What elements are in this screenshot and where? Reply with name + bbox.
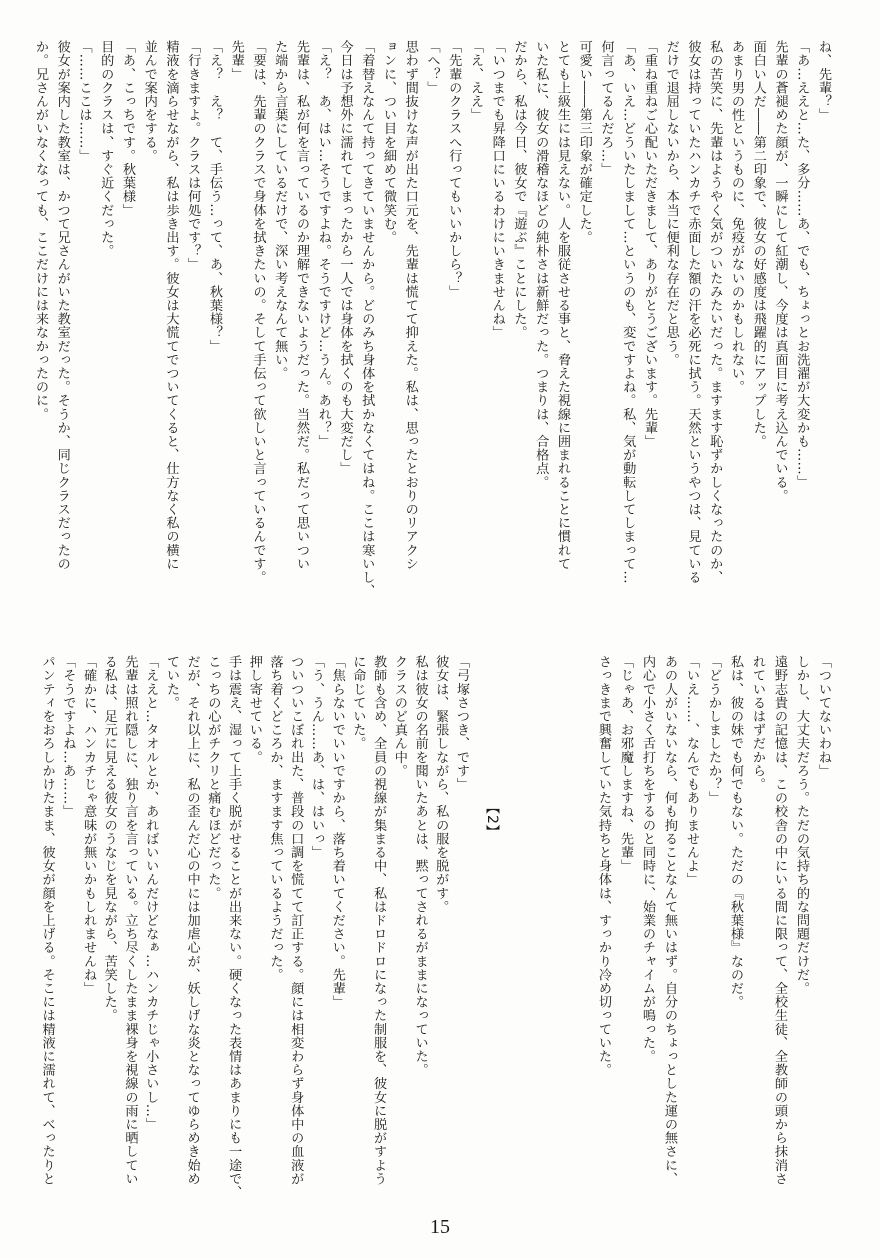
text-line: 思わず間抜けな声が出た口元を、先輩は慌てて抑えた。私は、思ったとおりのリアクシ: [402, 40, 418, 571]
bottom-right-text-block: [502, 655, 832, 1200]
text-line: 私は彼女の名前を聞いたあとは、黙ってされるがままになっていた。: [412, 655, 428, 1077]
text-line: だけで退屈しないから、本当に便利な存在だと思う。: [663, 40, 679, 367]
text-line: 「先輩のクラスへ行ってもいいかしら？」: [446, 40, 462, 299]
text-line: 私の苦笑に、先輩はようやく気がついたみたいだった。ますます恥ずかしくなったのか、: [707, 40, 723, 584]
text-line: 「どうかしましたか？」: [706, 655, 721, 805]
text-line: 今日は予想外に濡れてしまったから一人では身体を拭くのも大変だし」: [337, 40, 353, 476]
text-line: 「行きますよ。クラスは何処です？」: [185, 40, 201, 272]
text-line: 先輩は照れ隠しに、独り言を言っている。立ち尽くしたまま裸身を視線の雨に晒してい: [122, 655, 138, 1186]
text-line: 面白い人だ――第二印象で、彼女の好感度は飛躍的にアップした。: [750, 40, 766, 448]
text-line: パンティをおろしかけたまま、彼女が顔を上げる。そこには精液に濡れて、べったりと: [39, 655, 55, 1186]
text-line: 先輩は、私が何を言っているのか理解できないようだった。当然だ。私だって思いつい: [294, 40, 309, 571]
text-line: 「要は、先輩のクラスで身体を拭きたいの。そして手伝って欲しいと言っているんです。: [250, 40, 266, 584]
text-line: ていた。: [164, 655, 179, 710]
text-line: 「弓塚さつき、です」: [454, 655, 469, 791]
text-line: た端から言葉にしているだけで、深い考えなんて無い。: [272, 40, 288, 380]
text-line: いた私に、彼女の滑稽なほどの純朴さは新鮮だった。つまりは、合格点。: [533, 40, 549, 489]
text-line: 彼女は持っていたハンカチで赤面した額の汗を必死に拭う。天然というやつは、見ている: [685, 40, 701, 584]
text-line: クラスのど真ん中。: [392, 655, 407, 778]
text-line: 「……ここは……」: [76, 40, 92, 163]
text-line: 「え、ええ」: [468, 40, 483, 122]
text-line: さっきまで興奮していた気持ちと身体は、すっかり冷め切っていた。: [596, 655, 611, 1077]
text-line: 「う、うん……あ、は、はいっ」: [309, 655, 324, 859]
text-line: 「あ、いえ…どういたしまして…というのも、変ですよね。私、気が動転してしまって…: [620, 40, 636, 584]
text-line: 「確かに、ハンカチじゃ意味が無いかもしれませんね」: [81, 655, 97, 995]
page-number: 15: [430, 1216, 450, 1238]
text-line: ついついこぼれ出た、普段の口調を慌てて訂正する。顔には相変わらず身体中の血液が: [288, 655, 304, 1186]
text-line: か。兄さんがいなくなっても、ここだけには来なかったのに。: [33, 40, 48, 421]
text-line: ね、先輩？」: [816, 40, 831, 122]
text-line: 「じゃあ、お邪魔しますね、先輩」: [618, 655, 633, 873]
text-line: 遠野志貴の記憶は、この校舎の中にいる間に限って、全校生徒、全教師の頭から抹消さ: [772, 655, 787, 1186]
text-line: だから、私は今日、彼女で『遊ぶ』ことにした。: [511, 40, 527, 340]
text-line: 「へ？」: [424, 40, 440, 95]
top-text-block: [32, 40, 832, 630]
text-line: 先輩」: [228, 40, 244, 81]
text-line: 「え？ あ、はい…そうですよね。そうですけど…うん。あれ？」: [315, 40, 331, 448]
text-line: 目的のクラスは、すぐ近くだった。: [98, 40, 114, 258]
text-line: ョンに、つい目を細めて微笑む。: [381, 40, 396, 244]
text-line: 私は、彼の妹でも何でもない。ただの『秋葉様』なのだ。: [728, 655, 743, 1009]
text-line: れているはずだから。: [750, 655, 765, 791]
text-line: とても上級生には見えない。人を服従させる事と、脅えた視線に囲まれることに慣れて: [555, 40, 570, 571]
text-line: だが、それ以上に、私の歪んだ心の中には加虐心が、妖しげな炎となってゆらめき始め: [184, 655, 200, 1186]
text-line: 並んで案内をする。: [141, 40, 157, 163]
text-line: 「ええと…タオルとか、あればいいんだけどなぁ…ハンカチじゃ小さいし…」: [143, 655, 159, 1131]
text-line: 何言ってるんだろ…」: [598, 40, 614, 176]
text-line: 可愛い――第三印象が確定した。: [576, 40, 592, 244]
text-line: こっちの心がチクリと痛むほどだった。: [205, 655, 221, 900]
text-line: あの人がいないなら、何も拘ることなんて無いはず。自分のちょっとした運の無さに、: [662, 655, 677, 1186]
text-line: 「あ、こっちです。秋葉様」: [120, 40, 135, 217]
text-line: 押し寄せている。: [247, 655, 262, 764]
text-line: 手は震え、湿って上手く脱がせることが出来ない。硬くなった表情はあまりにも一途で、: [226, 655, 242, 1199]
text-line: 精液を滴らせながら、私は歩き出す。彼女は大慌てでついてくると、仕方なく私の横に: [163, 40, 179, 571]
text-line: に命じていた。: [350, 655, 366, 751]
text-line: 先輩の蒼褪めた顔が、一瞬にして紅潮し、今度は真面目に考え込んでいる。: [772, 40, 788, 503]
text-line: 彼女が案内した教室は、かつて兄さんがいた教室だった。そうか、同じクラスだったの: [54, 40, 70, 571]
text-line: 「着替えなんて持ってきていませんから。どのみち身体を拭かなくてはね。ここは寒いし、: [359, 40, 375, 598]
text-line: 「いつまでも昇降口にいるわけにいきませんね」: [489, 40, 505, 340]
text-line: 「いえ……、なんでもありませんよ」: [684, 655, 699, 887]
text-line: 「え？ え？ て、手伝う…って、あ、秋葉様？」: [207, 40, 222, 353]
bottom-left-text-block: [40, 655, 470, 1215]
text-line: 彼女は、緊張しながら、私の服を脱がす。: [433, 655, 449, 914]
section-heading: 【2】: [484, 800, 500, 840]
text-line: 「あ…ええと…た、多分……あ、でも、ちょっとお洗濯が大変かも……」: [794, 40, 810, 489]
text-line: 「重ね重ねご心配いただきまして、ありがとうございます。先輩」: [642, 40, 657, 448]
text-line: る私は、足元に見える彼女のうなじを見ながら、苦笑した。: [102, 655, 117, 1023]
text-line: 「ついてないわね」: [816, 655, 831, 778]
text-line: しかし、大丈夫だろう。ただの気持ち的な問題だけだ。: [794, 655, 809, 995]
text-line: 教師も含め、全員の視線が集まる中、私はドロドロになった制服を、彼女に脱がすよう: [371, 655, 387, 1186]
text-line: 「焦らないでいいですから、落ち着いてください。先輩」: [329, 655, 345, 1009]
text-line: 内心で小さく舌打ちをするのと同時に、始業のチャイムが鳴った。: [640, 655, 655, 1063]
text-line: 「そうですよね…あ……」: [60, 655, 76, 819]
text-line: 落ち着くどころか、ますます焦っているようだった。: [267, 655, 283, 982]
text-line: あまり男の性というものに、免疫がないのかもしれない。: [729, 40, 744, 394]
